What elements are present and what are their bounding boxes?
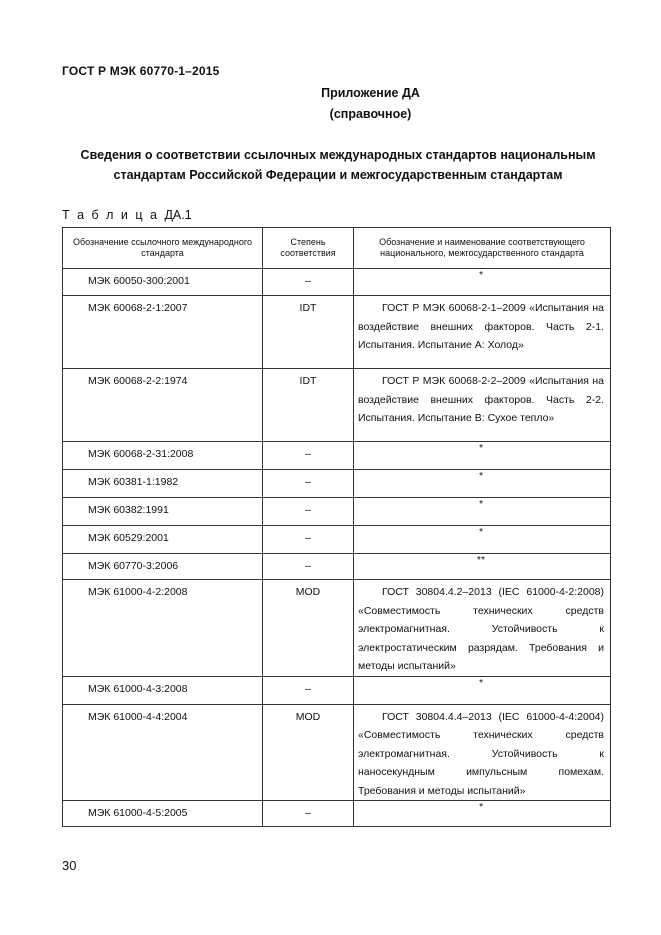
degree-cell: MOD <box>263 704 354 801</box>
national-cell: ГОСТ Р МЭК 60068-2-1–2009 «Испытания на воздействие внешних факторов. Часть 2-1. Испытания. Испытание А: Холод» <box>354 296 611 369</box>
standards-table <box>62 227 611 827</box>
column-header-degree: Степень соответствия <box>263 228 354 269</box>
table-row <box>63 470 611 498</box>
table-row <box>63 296 611 369</box>
table-row <box>63 554 611 580</box>
reference-cell: МЭК 60770-3:2006 <box>63 554 263 580</box>
degree-cell: – <box>263 554 354 580</box>
reference-cell: МЭК 61000-4-2:2008 <box>63 580 263 677</box>
table-row <box>63 704 611 801</box>
degree-cell: – <box>263 442 354 470</box>
reference-cell: МЭК 61000-4-3:2008 <box>63 676 263 704</box>
table-row <box>63 580 611 677</box>
reference-cell: МЭК 61000-4-5:2005 <box>63 801 263 827</box>
table-header-row <box>63 228 611 269</box>
appendix-subtitle: (справочное) <box>329 107 412 121</box>
degree-cell: – <box>263 470 354 498</box>
degree-cell: – <box>263 676 354 704</box>
national-cell: * <box>354 526 611 554</box>
table-caption-number: ДА.1 <box>164 208 192 222</box>
national-cell: ГОСТ Р МЭК 60068-2-2–2009 «Испытания на воздействие внешних факторов. Часть 2-2. Испытания. Испытание В: Сухое тепло» <box>354 369 611 442</box>
table-row <box>63 269 611 296</box>
page-number: 30 <box>62 858 77 873</box>
reference-cell: МЭК 60068-2-31:2008 <box>63 442 263 470</box>
national-cell: ГОСТ 30804.4.2–2013 (IEC 61000-4-2:2008) «Совместимость технических средств электромагнитная. Устойчивость к электростатическим разрядам. Требования и методы испытаний» <box>354 580 611 677</box>
degree-cell: – <box>263 526 354 554</box>
national-cell: ГОСТ 30804.4.4–2013 (IEC 61000-4-4:2004) «Совместимость технических средств электромагнитная. Устойчивость к наносекундным импульсным помехам. Требования и методы испытаний» <box>354 704 611 801</box>
national-cell: * <box>354 676 611 704</box>
table-row <box>63 801 611 827</box>
national-cell: * <box>354 470 611 498</box>
national-cell: * <box>354 442 611 470</box>
document-code: ГОСТ Р МЭК 60770-1–2015 <box>62 64 220 78</box>
reference-cell: МЭК 60381-1:1982 <box>63 470 263 498</box>
reference-cell: МЭК 60382:1991 <box>63 498 263 526</box>
degree-cell: – <box>263 269 354 296</box>
table-row <box>63 676 611 704</box>
table-row <box>63 526 611 554</box>
reference-cell: МЭК 60050-300:2001 <box>63 269 263 296</box>
table-caption <box>62 208 192 222</box>
reference-cell: МЭК 60068-2-2:1974 <box>63 369 263 442</box>
national-cell: * <box>354 801 611 827</box>
degree-cell: – <box>263 498 354 526</box>
reference-cell: МЭК 60068-2-1:2007 <box>63 296 263 369</box>
table-row <box>63 442 611 470</box>
table-caption-label: Т а б л и ц а <box>62 208 159 222</box>
table-row <box>63 369 611 442</box>
degree-cell: – <box>263 801 354 827</box>
national-cell: * <box>354 269 611 296</box>
degree-cell: MOD <box>263 580 354 677</box>
column-header-reference: Обозначение ссылочного международного стандарта <box>63 228 263 269</box>
reference-cell: МЭК 60529:2001 <box>63 526 263 554</box>
column-header-national: Обозначение и наименование соответствующего национального, межгосударственного стандарта <box>354 228 611 269</box>
table-row <box>63 498 611 526</box>
national-cell: * <box>354 498 611 526</box>
appendix-title: Приложение ДА <box>321 86 420 100</box>
reference-cell: МЭК 61000-4-4:2004 <box>63 704 263 801</box>
national-cell: ** <box>354 554 611 580</box>
degree-cell: IDT <box>263 369 354 442</box>
degree-cell: IDT <box>263 296 354 369</box>
section-heading: Сведения о соответствии ссылочных международных стандартов национальным стандартам Российской Федерации и межгосударственным стандартам <box>80 148 596 182</box>
